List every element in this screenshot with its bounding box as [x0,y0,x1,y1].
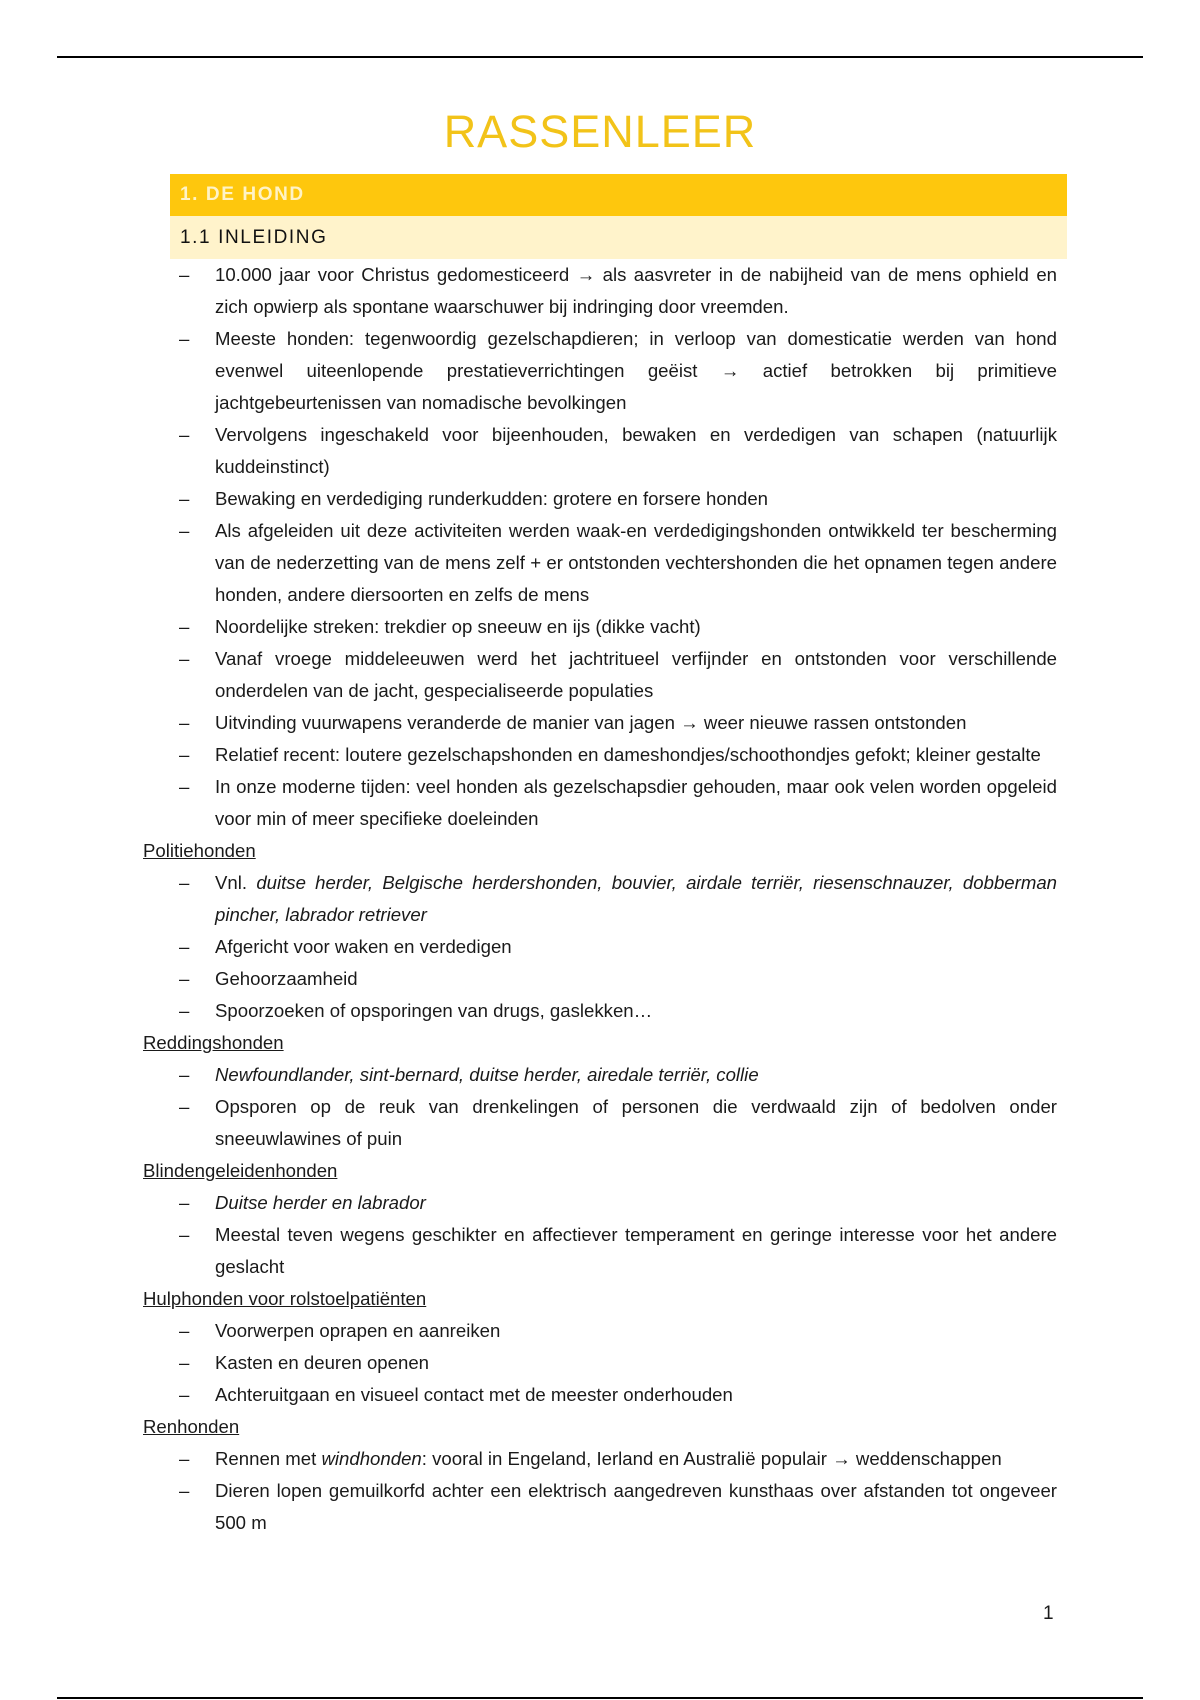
list-item: – Kasten en deuren openen [179,1352,430,1373]
list-item: – Als afgeleiden uit deze activiteiten werden waak-en verdedigingshonden ontwikkeld ter bescherming van de nederzetting van de mens zelf + er ontstonden vechtershonden die het opnamen tegen andere honden, andere diersoorten en zelfs de mens [179,520,1057,605]
heading-1: 1. DE HOND [180,184,305,205]
list-item: – Relatief recent: loutere gezelschapshonden en dameshondjes/schoothondjes gefokt; kleiner gestalte [179,744,1041,765]
document-body [143,259,1057,1539]
politiehonden-list [143,867,1057,1027]
list-item: – Achteruitgaan en visueel contact met de meester onderhouden [179,1384,733,1405]
section-title-hulphonden: Hulphonden voor rolstoelpatiënten [143,1288,427,1309]
heading-2-bar [170,216,1067,259]
list-item: – 10.000 jaar voor Christus gedomesticeerd → als aasvreter in de nabijheid van de mens ophield en zich opwierp als spontane waarschuwer bij indringing door vreemden. [179,264,1057,317]
section-title-politiehonden: Politiehonden [143,840,256,861]
page-number: 1 [1043,1603,1054,1624]
list-item: – Voorwerpen oprapen en aanreiken [179,1320,501,1341]
list-item: – Afgericht voor waken en verdedigen [179,936,512,957]
list-item: – Dieren lopen gemuilkorfd achter een elektrisch aangedreven kunsthaas over afstanden tot ongeveer 500 m [179,1480,1057,1533]
blindengeleidenhonden-list [143,1187,1057,1283]
renhonden-list [143,1443,1057,1539]
heading-2: 1.1 INLEIDING [180,227,328,248]
list-item: – Uitvinding vuurwapens veranderde de manier van jagen → weer nieuwe rassen ontstonden [179,712,967,733]
heading-1-bar [170,174,1067,216]
list-item: – Duitse herder en labrador [179,1192,426,1213]
list-item: – Spoorzoeken of opsporingen van drugs, gaslekken… [179,1000,653,1021]
list-item: – Newfoundlander, sint-bernard, duitse herder, airedale terriër, collie [179,1064,759,1085]
list-item: – Noordelijke streken: trekdier op sneeuw en ijs (dikke vacht) [179,616,701,637]
list-item: – Vnl. duitse herder, Belgische herdershonden, bouvier, airdale terriër, riesenschnauzer, dobberman pincher, labrador retriever [179,872,1058,925]
list-item: – Bewaking en verdediging runderkudden: grotere en forsere honden [179,488,769,509]
list-item: – In onze moderne tijden: veel honden als gezelschapsdier gehouden, maar ook velen worden opgeleid voor min of meer specifieke doeleinden [179,776,1057,829]
section-title-renhonden: Renhonden [143,1416,240,1437]
list-item: – Gehoorzaamheid [179,968,358,989]
list-item: – Vervolgens ingeschakeld voor bijeenhouden, bewaken en verdedigen van schapen (natuurlijk kuddeinstinct) [179,424,1057,477]
list-item: – Meestal teven wegens geschikter en affectiever temperament en geringe interesse voor het andere geslacht [179,1224,1057,1277]
reddingshonden-list [143,1059,1057,1155]
footer-rule [57,1697,1143,1699]
list-item: – Vanaf vroege middeleeuwen werd het jachtritueel verfijnder en ontstonden voor verschillende onderdelen van de jacht, gespecialiseerde populaties [179,648,1057,701]
intro-list [143,259,1057,835]
list-item: – Rennen met windhonden: vooral in Engeland, Ierland en Australië populair → weddenschappen [179,1448,1002,1469]
section-title-reddingshonden: Reddingshonden [143,1032,284,1053]
list-item: – Opsporen op de reuk van drenkelingen of personen die verdwaald zijn of bedolven onder sneeuwlawines of puin [179,1096,1057,1149]
header-rule [57,56,1143,58]
document-title: RASSENLEER [443,106,757,157]
hulphonden-list [143,1315,1057,1411]
list-item: – Meeste honden: tegenwoordig gezelschapdieren; in verloop van domesticatie werden van hond evenwel uiteenlopende prestatieverrichtingen geëist → actief betrokken bij primitieve jachtgebeurtenissen van nomadische bevolkingen [179,328,1057,413]
section-title-blindengeleidenhonden: Blindengeleidenhonden [143,1160,338,1181]
